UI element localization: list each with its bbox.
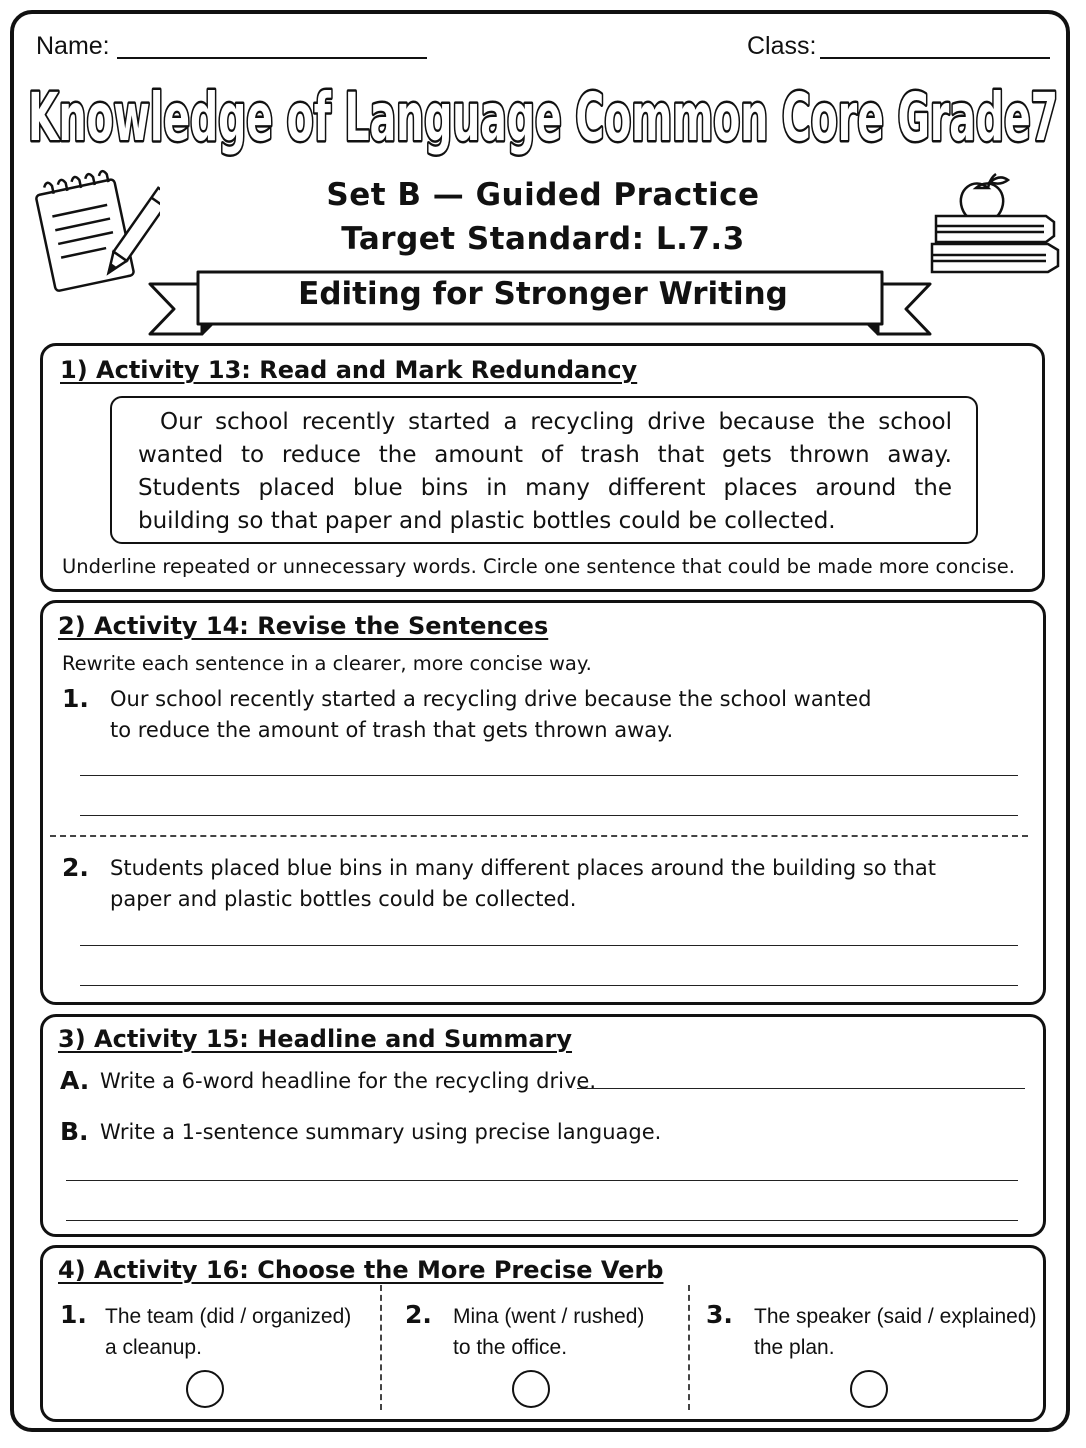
- choice3-line2: the plan.: [754, 1336, 835, 1359]
- choice3-line1: The speaker (said / explained): [754, 1305, 1037, 1328]
- standard-subtitle: Target Standard: L.7.3: [341, 221, 745, 257]
- choice1-line1: The team (did / organized): [105, 1305, 352, 1328]
- activity16-title: 4) Activity 16: Choose the More Precise Verb: [58, 1256, 664, 1284]
- item1-line1: Our school recently started a recycling drive because the school wanted: [110, 687, 872, 711]
- name-field[interactable]: [117, 57, 427, 59]
- answer-circle[interactable]: [186, 1370, 224, 1408]
- choice-number: 2.: [405, 1300, 432, 1329]
- worksheet-title: [0, 72, 1086, 172]
- activity13-instruction: Underline repeated or unnecessary words. Circle one sentence that could be made more concise.: [62, 555, 1015, 578]
- column-divider: [688, 1285, 690, 1410]
- activity13-passage: Our school recently started a recycling drive because the school wanted to reduce the amount of trash that gets thrown away. Students placed blue bins in many different places around the building so that paper and plastic bottles could be collected.: [110, 396, 978, 544]
- title-text: Knowledge of Language Common Core Grade7: [28, 79, 1058, 156]
- answer-circle[interactable]: [850, 1370, 888, 1408]
- answer-line[interactable]: [66, 1180, 1018, 1181]
- answer-circle[interactable]: [512, 1370, 550, 1408]
- item-number: 2.: [62, 853, 89, 882]
- name-label: Name:: [36, 32, 110, 60]
- part-b-text: Write a 1-sentence summary using precise language.: [100, 1120, 662, 1144]
- part-a-label: A.: [60, 1066, 90, 1095]
- item2-line2: paper and plastic bottles could be collected.: [110, 887, 577, 911]
- item1-line2: to reduce the amount of trash that gets thrown away.: [110, 718, 674, 742]
- choice2-line2: to the office.: [453, 1336, 568, 1359]
- item2-line1: Students placed blue bins in many different places around the building so that: [110, 856, 937, 880]
- headline-answer-line[interactable]: [577, 1088, 1025, 1089]
- choice1-line2: a cleanup.: [105, 1336, 202, 1359]
- class-field[interactable]: [820, 57, 1050, 59]
- set-subtitle: Set B — Guided Practice: [326, 177, 760, 213]
- choice-number: 3.: [706, 1300, 733, 1329]
- part-a-text: Write a 6-word headline for the recycling drive.: [100, 1069, 597, 1093]
- class-label: Class:: [747, 32, 817, 60]
- item-number: 1.: [62, 684, 89, 713]
- answer-line[interactable]: [80, 815, 1018, 816]
- answer-line[interactable]: [66, 1220, 1018, 1221]
- column-divider: [380, 1285, 382, 1410]
- activity14-instruction: Rewrite each sentence in a clearer, more concise way.: [62, 652, 592, 675]
- banner-text: Editing for Stronger Writing: [298, 276, 788, 312]
- answer-line[interactable]: [80, 985, 1018, 986]
- activity13-title: 1) Activity 13: Read and Mark Redundancy: [60, 356, 638, 384]
- divider: [50, 835, 1028, 837]
- choice-number: 1.: [60, 1300, 87, 1329]
- part-b-label: B.: [60, 1117, 89, 1146]
- activity15-title: 3) Activity 15: Headline and Summary: [58, 1025, 573, 1053]
- activity14-title: 2) Activity 14: Revise the Sentences: [58, 612, 549, 640]
- answer-line[interactable]: [80, 775, 1018, 776]
- answer-line[interactable]: [80, 945, 1018, 946]
- choice2-line1: Mina (went / rushed): [453, 1305, 645, 1328]
